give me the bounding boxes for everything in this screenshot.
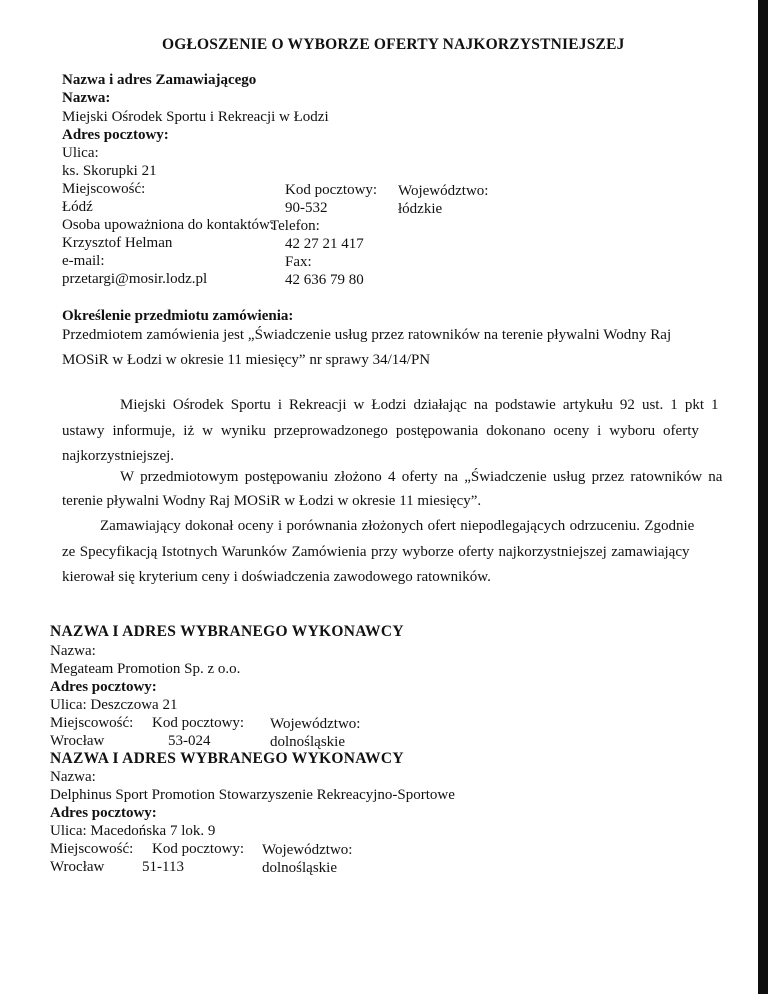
paragraph-3-line-3: kierował się kryterium ceny i doświadczenia zawodowego ratowników. bbox=[62, 569, 491, 585]
subject-line-1: Przedmiotem zamówienia jest „Świadczenie usług przez ratowników na terenie pływalni Wodny Raj bbox=[62, 327, 672, 343]
buyer-phone-label: Telefon: bbox=[270, 218, 320, 234]
buyer-city: Łódź bbox=[62, 199, 93, 215]
paragraph-1-line-1: Miejski Ośrodek Sportu i Rekreacji w Łodzi działając na podstawie artykułu 92 ust. 1 pkt 1 bbox=[120, 397, 719, 413]
document-title: OGŁOSZENIE O WYBORZE OFERTY NAJKORZYSTNIEJSZEJ bbox=[162, 36, 625, 53]
buyer-name: Miejski Ośrodek Sportu i Rekreacji w Łodzi bbox=[62, 109, 329, 125]
contractor-1-voivodeship-label: Województwo: bbox=[270, 716, 361, 732]
subject-heading: Określenie przedmiotu zamówienia: bbox=[62, 308, 294, 324]
contractor-2-name: Delphinus Sport Promotion Stowarzyszenie Rekreacyjno-Sportowe bbox=[50, 787, 455, 803]
buyer-postal-label: Kod pocztowy: bbox=[285, 182, 378, 198]
paragraph-2-line-2: terenie pływalni Wodny Raj MOSiR w Łodzi w okresie 11 miesięcy”. bbox=[62, 493, 482, 509]
buyer-fax-label: Fax: bbox=[285, 254, 312, 270]
contractor-2-postal: 51-113 bbox=[142, 859, 184, 875]
contractor-1-address-label: Adres pocztowy: bbox=[50, 679, 157, 695]
buyer-phone: 42 27 21 417 bbox=[285, 236, 364, 252]
buyer-street: ks. Skorupki 21 bbox=[62, 163, 157, 179]
contractor-1-postal-label: Kod pocztowy: bbox=[152, 715, 245, 731]
paragraph-3-line-1: Zamawiający dokonał oceny i porównania złożonych ofert niepodlegających odrzuceniu. Zgodnie bbox=[100, 518, 695, 534]
buyer-postal: 90-532 bbox=[285, 200, 328, 216]
buyer-name-label: Nazwa: bbox=[62, 90, 111, 106]
contractor-2-name-label: Nazwa: bbox=[50, 769, 96, 785]
scan-edge bbox=[758, 0, 768, 994]
paragraph-1-line-3: najkorzystniejszej. bbox=[62, 448, 175, 464]
buyer-voivodeship: łódzkie bbox=[398, 201, 443, 217]
buyer-email: przetargi@mosir.lodz.pl bbox=[62, 271, 208, 287]
contractor-1-postal: 53-024 bbox=[168, 733, 211, 749]
contractor-2-city: Wrocław bbox=[50, 859, 105, 875]
contractor-1-name-label: Nazwa: bbox=[50, 643, 96, 659]
contractor-2-street: Ulica: Macedońska 7 lok. 9 bbox=[50, 823, 216, 839]
buyer-street-label: Ulica: bbox=[62, 145, 99, 161]
buyer-contact-label: Osoba upoważniona do kontaktów: bbox=[62, 217, 275, 233]
contractor-2-voivodeship: dolnośląskie bbox=[262, 860, 337, 876]
contractor-1-city-label: Miejscowość: bbox=[50, 715, 134, 731]
contractor-1-heading: NAZWA I ADRES WYBRANEGO WYKONAWCY bbox=[50, 623, 404, 640]
contractor-2-city-label: Miejscowość: bbox=[50, 841, 134, 857]
contractor-1-street: Ulica: Deszczowa 21 bbox=[50, 697, 178, 713]
subject-line-2: MOSiR w Łodzi w okresie 11 miesięcy” nr sprawy 34/14/PN bbox=[62, 352, 431, 368]
contractor-2-voivodeship-label: Województwo: bbox=[262, 842, 353, 858]
buyer-email-label: e-mail: bbox=[62, 253, 105, 269]
buyer-city-label: Miejscowość: bbox=[62, 181, 146, 197]
paragraph-3-line-2: ze Specyfikacją Istotnych Warunków Zamówienia przy wyborze oferty najkorzystniejszej zamawiający bbox=[62, 544, 690, 560]
buyer-voivodeship-label: Województwo: bbox=[398, 183, 489, 199]
buyer-address-label: Adres pocztowy: bbox=[62, 127, 169, 143]
paragraph-1-line-2: ustawy informuje, iż w wyniku przeprowadzonego postępowania dokonano oceny i wyboru oferty bbox=[62, 423, 699, 439]
contractor-1-voivodeship: dolnośląskie bbox=[270, 734, 345, 750]
contractor-1-name: Megateam Promotion Sp. z o.o. bbox=[50, 661, 241, 677]
contractor-1-city: Wrocław bbox=[50, 733, 105, 749]
contractor-2-postal-label: Kod pocztowy: bbox=[152, 841, 245, 857]
buyer-contact: Krzysztof Helman bbox=[62, 235, 173, 251]
contractor-2-heading: NAZWA I ADRES WYBRANEGO WYKONAWCY bbox=[50, 750, 404, 767]
contractor-2-address-label: Adres pocztowy: bbox=[50, 805, 157, 821]
paragraph-2-line-1: W przedmiotowym postępowaniu złożono 4 oferty na „Świadczenie usług przez ratowników na bbox=[120, 469, 723, 485]
buyer-fax: 42 636 79 80 bbox=[285, 272, 364, 288]
buyer-heading: Nazwa i adres Zamawiającego bbox=[62, 72, 257, 88]
